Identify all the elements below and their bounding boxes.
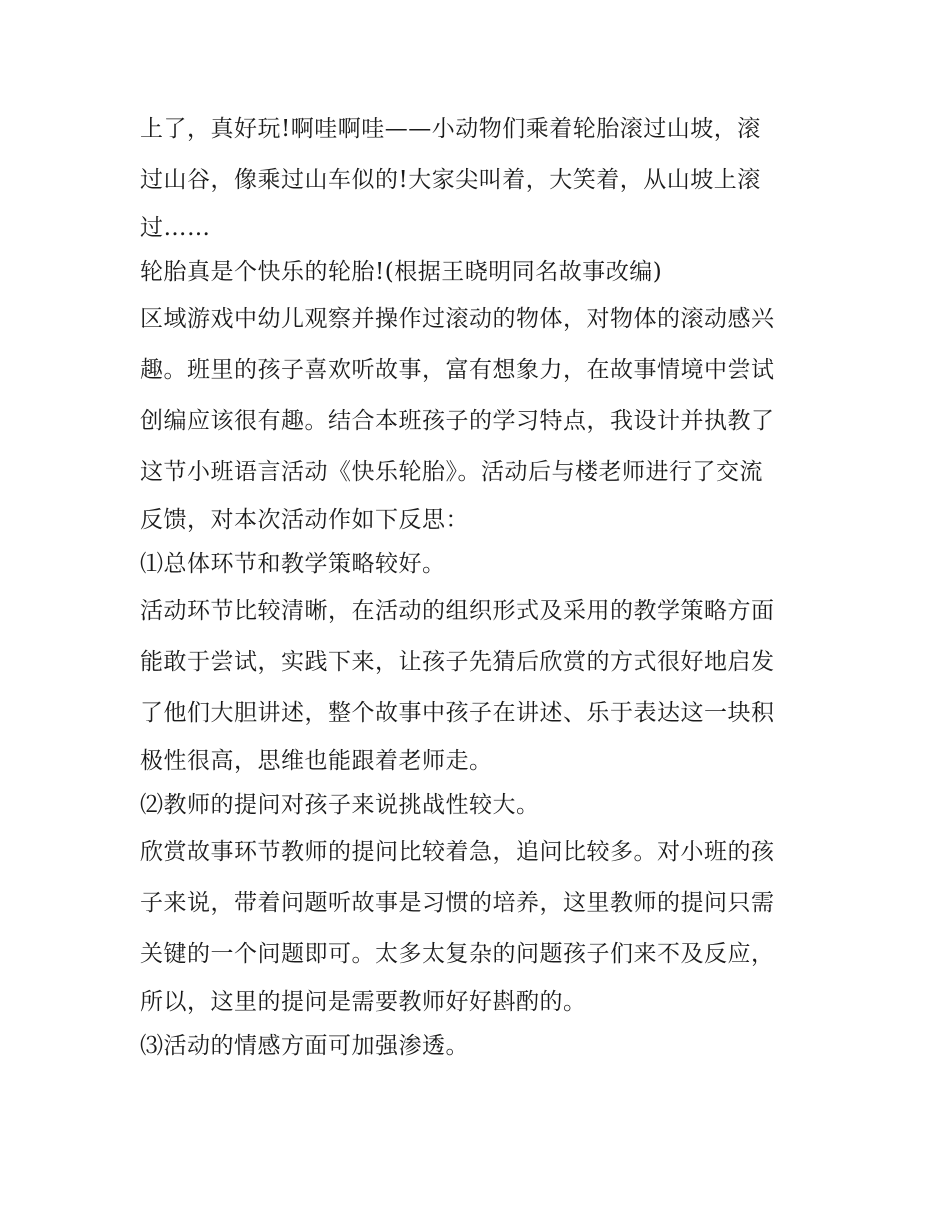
text-line: 区域游戏中幼儿观察并操作过滚动的物体，对物体的滚动感兴 [140, 306, 775, 332]
text-line: 关键的一个问题即可。太多太复杂的问题孩子们来不及反应， [140, 941, 775, 967]
text-line: 子来说，带着问题听故事是习惯的培养，这里教师的提问只需 [140, 890, 775, 916]
text-line: 上了，真好玩!啊哇啊哇——小动物们乘着轮胎滚过山坡，滚 [140, 116, 761, 142]
text-line: 能敢于尝试，实践下来，让孩子先猜后欣赏的方式很好地启发 [140, 649, 775, 675]
text-line: 欣赏故事环节教师的提问比较着急，追问比较多。对小班的孩 [140, 839, 775, 865]
text-line: 所以，这里的提问是需要教师好好斟酌的。 [140, 989, 587, 1015]
section-heading: ⑶活动的情感方面可加强渗透。 [140, 1033, 469, 1059]
text-line: 反馈，对本次活动作如下反思： [140, 507, 469, 533]
text-line: 活动环节比较清晰，在活动的组织形式及采用的教学策略方面 [140, 598, 775, 624]
section-heading: ⑵教师的提问对孩子来说挑战性较大。 [140, 792, 540, 818]
text-line: 极性很高，思维也能跟着老师走。 [140, 748, 493, 774]
text-line: 轮胎真是个快乐的轮胎!(根据王晓明同名故事改编) [140, 259, 663, 285]
body-text [140, 104, 820, 1068]
text-line: 趣。班里的孩子喜欢听故事，富有想象力，在故事情境中尝试 [140, 357, 775, 383]
text-line: 这节小班语言活动《快乐轮胎》。活动后与楼老师进行了交流 [140, 459, 763, 485]
text-line: 创编应该很有趣。结合本班孩子的学习特点，我设计并执教了 [140, 408, 775, 434]
text-line: 过…… [140, 215, 211, 241]
text-line: 过山谷，像乘过山车似的!大家尖叫着，大笑着，从山坡上滚 [140, 167, 761, 193]
section-heading: ⑴总体环节和教学策略较好。 [140, 551, 446, 577]
text-line: 了他们大胆讲述，整个故事中孩子在讲述、乐于表达这一块积 [140, 700, 775, 726]
